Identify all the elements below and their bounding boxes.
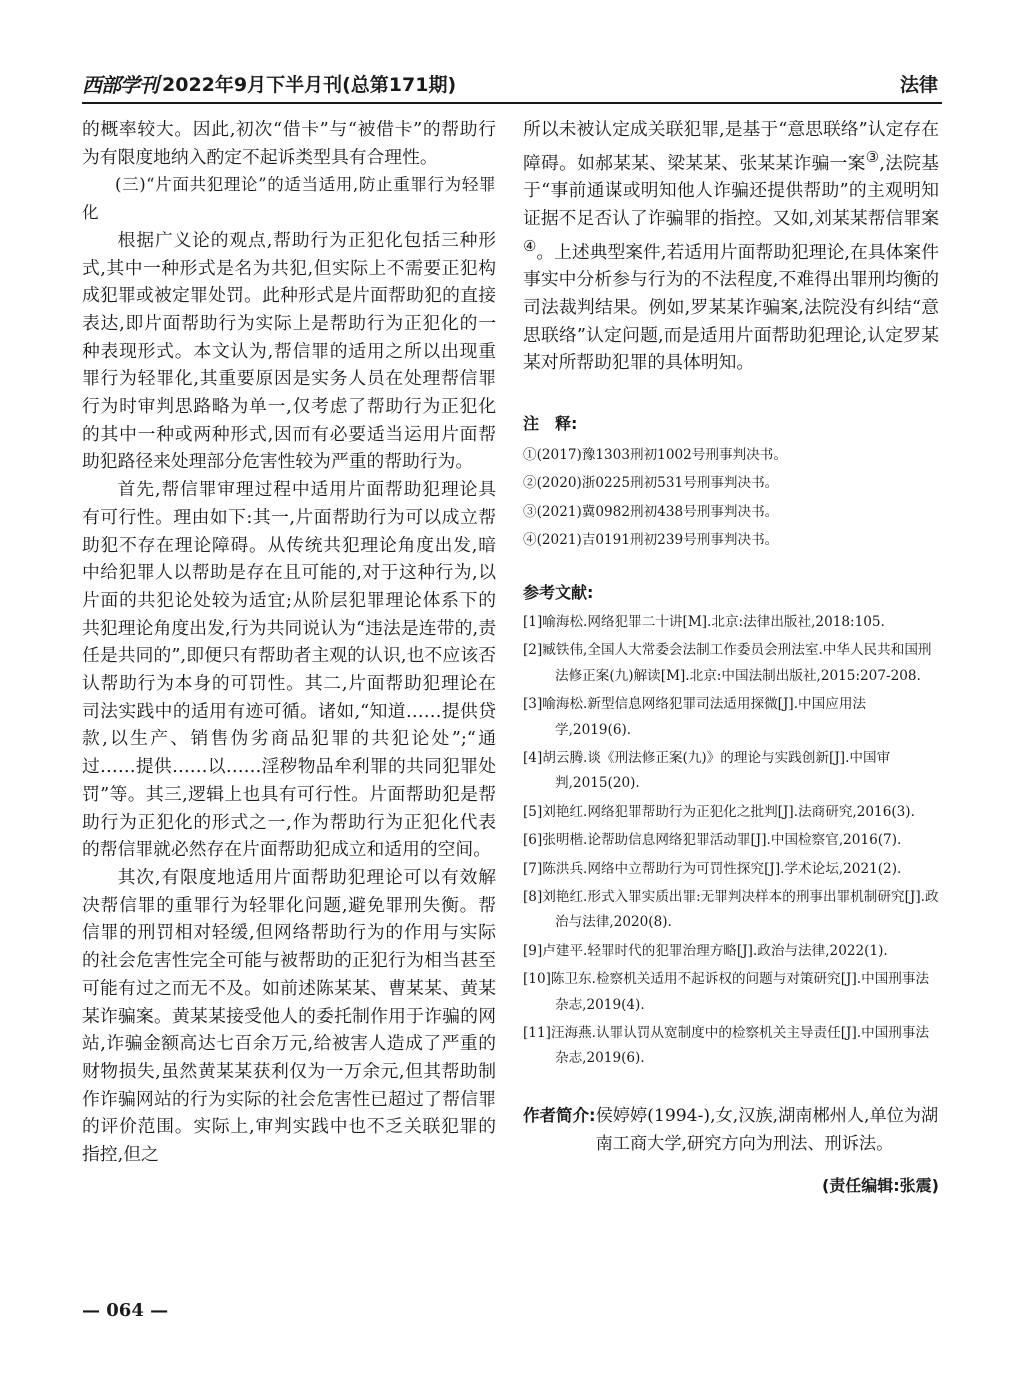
references-list bbox=[523, 610, 939, 1072]
reference-item: [7]陈洪兵.网络中立帮助行为可罚性探究[J].学术论坛,2021(2). bbox=[523, 860, 902, 877]
reference-item: [1]喻海松.网络犯罪二十讲[M].北京:法律出版社,2018:105. bbox=[523, 613, 885, 630]
right-column bbox=[523, 116, 939, 1200]
journal-logo: 西部学刊 bbox=[82, 73, 158, 97]
section-subheading: (三)“片面共犯理论”的适当适用,防止重罪行为轻罪化 bbox=[82, 175, 496, 223]
reference-item: [10]陈卫东.检察机关适用不起诉权的问题与对策研究[J].中国刑事法杂志,2019(4). bbox=[523, 971, 930, 1013]
author-text: 侯婷婷(1994-),女,汉族,湖南郴州人,单位为湖南工商大学,研究方向为刑法、刑诉法。 bbox=[595, 1105, 939, 1154]
footnote-marker: ④ bbox=[523, 237, 537, 255]
page-number: — 064 — bbox=[82, 1300, 169, 1321]
journal-issue: 2022年9月下半月刊(总第171期) bbox=[162, 74, 457, 96]
reference-item: [6]张明楷.论帮助信息网络犯罪活动罪[J].中国检察官,2016(7). bbox=[523, 832, 902, 849]
author-label: 作者简介: bbox=[523, 1105, 596, 1125]
section-name: 法律 bbox=[899, 74, 938, 96]
paragraph: 根据广义论的观点,帮助行为正犯化包括三种形式,其中一种形式是名为共犯,但实际上不需要正犯构成犯罪或被定罪处罚。此种形式是片面帮助犯的直接表达,即片面帮助行为实际上是帮助行为正犯化的一种表现形式。本文认为,帮信罪的适用之所以出现重罪行为轻罪化,其重要原因是实务人员在处理帮信罪行为时审判思路略为单一,仅考虑了帮助行为正犯化的其中一种或两种形式,因而有必要适当运用片面帮助犯路径来处理部分危害性较为严重的帮助行为。 bbox=[82, 229, 496, 473]
note-item: ④(2021)吉0191刑初239号刑事判决书。 bbox=[523, 531, 779, 548]
header-divider bbox=[82, 102, 942, 104]
notes-title: 注 释: bbox=[523, 414, 578, 434]
footnote-marker: ③ bbox=[865, 148, 880, 166]
note-item: ②(2020)浙0225刑初531号刑事判决书。 bbox=[523, 475, 779, 492]
paragraph-text: 。上述典型案件,若适用片面帮助犯理论,在具体案件事实中分析参与行为的不法程度,不难得出罪刑均衡的司法裁判结果。例如,罗某某诈骗案,法院没有纠结“意思联络”认定问题,而是适用片面帮助犯理论,认定罗某某对所帮助犯罪的具体明知。 bbox=[523, 241, 939, 374]
paragraph: 首先,帮信罪审理过程中适用片面帮助犯理论具有可行性。理由如下:其一,片面帮助行为可以成立帮助犯不存在理论障碍。从传统共犯理论角度出发,暗中给犯罪人以帮助是存在且可能的,对于这种行为,以片面的共犯论处较为适宜;从阶层犯罪理论体系下的共犯理论角度出发,行为共同说认为“违法是连带的,责任是共同的”,即便只有帮助者主观的认识,也不应该否认帮助行为本身的可罚性。其二,片面帮助犯理论在司法实践中的适用有迹可循。诸如,“知道……提供贷款,以生产、销售伪劣商品犯罪的共犯论处”;“通过……提供……以……淫秽物品牟利罪的共同犯罪处罚”等。其三,逻辑上也具有可行性。片面帮助犯是帮助行为正犯化的形式之一,作为帮助行为正犯化代表的帮信罪就必然存在片面帮助犯成立和适用的空间。 bbox=[82, 479, 496, 861]
author-bio bbox=[523, 1102, 939, 1158]
paragraph: 的概率较大。因此,初次“借卡”与“被借卡”的帮助行为有限度地纳入酌定不起诉类型具有合理性。 bbox=[82, 119, 496, 168]
left-column bbox=[82, 116, 496, 1169]
note-item: ③(2021)冀0982刑初438号刑事判决书。 bbox=[523, 503, 779, 520]
references-title: 参考文献: bbox=[523, 582, 594, 602]
reference-item: [8]刘艳红.形式入罪实质出罪:无罪判决样本的刑事出罪机制研究[J].政治与法律,2020(8). bbox=[523, 889, 939, 931]
reference-item: [9]卢建平.轻罪时代的犯罪治理方略[J].政治与法律,2022(1). bbox=[523, 942, 888, 959]
page-header bbox=[82, 72, 942, 98]
paragraph: 其次,有限度地适用片面帮助犯理论可以有效解决帮信罪的重罪行为轻罪化问题,避免罪刑失衡。帮信罪的刑罚相对轻缓,但网络帮助行为的作用与实际的社会危害性完全可能与被帮助的正犯行为相当甚至可能有过之而无不及。如前述陈某某、曹某某、黄某某诈骗案。黄某某接受他人的委托制作用于诈骗的网站,诈骗金额高达七百余万元,给被害人造成了严重的财物损失,虽然黄某某获利仅为一万余元,但其帮助制作诈骗网站的行为实际的社会危害性已超过了帮信罪的评价范围。实际上,审判实践中也不乏关联犯罪的指控,但之 bbox=[82, 866, 496, 1166]
note-item: ①(2017)豫1303刑初1002号刑事判决书。 bbox=[523, 447, 787, 464]
reference-item: [3]喻海松.新型信息网络犯罪司法适用探微[J].中国应用法学,2019(6). bbox=[523, 696, 867, 738]
paragraph bbox=[523, 116, 939, 377]
reference-item: [4]胡云腾.谈《刑法修正案(九)》的理论与实践创新[J].中国审判,2015(20). bbox=[523, 750, 891, 792]
paragraph-text: ,法院基于“事前通谋或明知他人诈骗还提供帮助”的主观明知证据不足否认了诈骗罪的指控。又如,刘某某帮信罪案 bbox=[523, 152, 939, 230]
reference-item: [11]汪海燕.认罪认罚从宽制度中的检察机关主导责任[J].中国刑事法杂志,2019(6). bbox=[523, 1025, 930, 1067]
notes-list bbox=[523, 441, 939, 554]
reference-item: [5]刘艳红.网络犯罪帮助行为正犯化之批判[J].法商研究,2016(3). bbox=[523, 803, 915, 820]
paragraph-text: 所以未被认定成关联犯罪,是基于“意思联络”认定存在障碍。如郝某某、梁某某、张某某诈骗一案 bbox=[523, 119, 939, 174]
reference-item: [2]臧铁伟,全国人大常委会法制工作委员会刑法室.中华人民共和国刑法修正案(九)解读[M].北京:中国法制出版社,2015:207-208. bbox=[523, 642, 932, 684]
editor-note: (责任编辑:张震) bbox=[821, 1175, 939, 1195]
